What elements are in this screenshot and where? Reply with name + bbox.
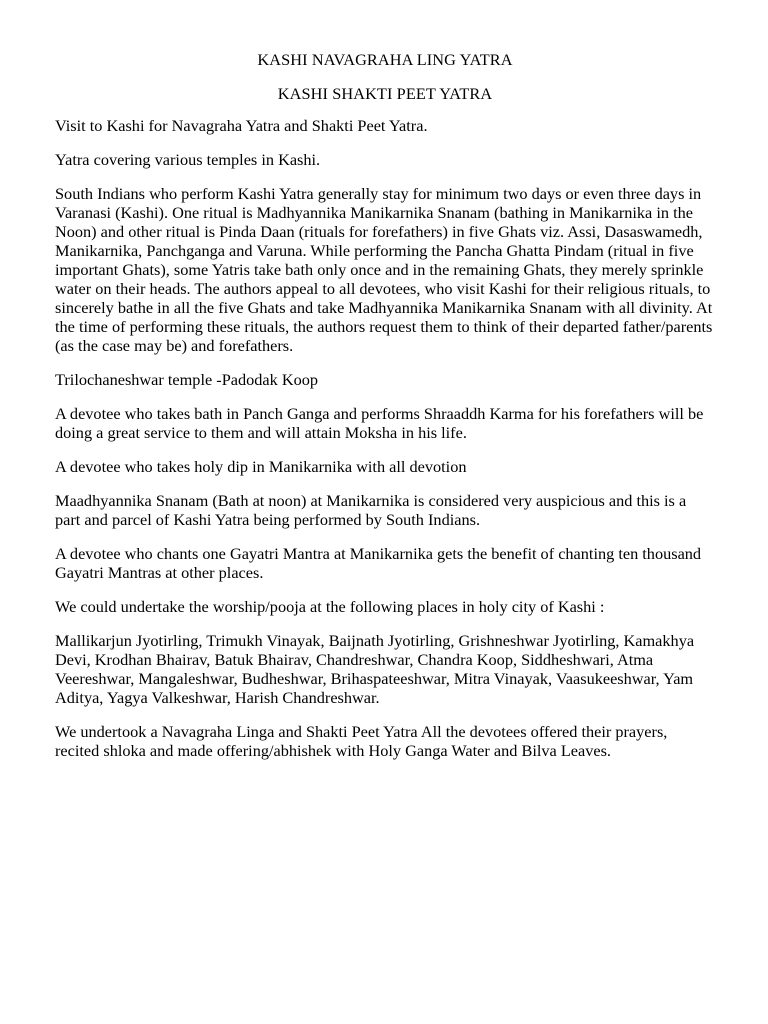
paragraph-trilochaneshwar: Trilochaneshwar temple -Padodak Koop xyxy=(55,370,319,389)
paragraph-intro: Visit to Kashi for Navagraha Yatra and Shakti Peet Yatra. xyxy=(55,116,428,135)
paragraph-panch-ganga: A devotee who takes bath in Panch Ganga and performs Shraaddh Karma for his forefathers will be doing a great service to them and will attain Moksha in his life. xyxy=(55,404,704,442)
paragraph-conclusion: We undertook a Navagraha Linga and Shakti Peet Yatra All the devotees offered their prayers, recited shloka and made offering/abhishek with Holy Ganga Water and Bilva Leaves. xyxy=(55,722,668,760)
document-subtitle: KASHI SHAKTI PEET YATRA xyxy=(277,84,493,103)
paragraph-gayatri: A devotee who chants one Gayatri Mantra at Manikarnika gets the benefit of chanting ten thousand Gayatri Mantras at other places. xyxy=(55,544,702,582)
paragraph-holy-dip: A devotee who takes holy dip in Manikarnika with all devotion xyxy=(55,457,467,476)
paragraph-maadhyannika: Maadhyannika Snanam (Bath at noon) at Manikarnika is considered very auspicious and this is a part and parcel of Kashi Yatra being performed by South Indians. xyxy=(55,491,687,529)
paragraph-temples: Yatra covering various temples in Kashi. xyxy=(55,150,321,169)
document-title: KASHI NAVAGRAHA LING YATRA xyxy=(257,50,513,69)
paragraph-worship-places-list: Mallikarjun Jyotirling, Trimukh Vinayak, Baijnath Jyotirling, Grishneshwar Jyotirling, Kamakhya Devi, Krodhan Bhairav, Batuk Bhairav, Chandreshwar, Chandra Koop, Siddheshwari, Atma Veereshwar, Mangaleshwar, Budheshwar, Brihaspateeshwar, Mitra Vinayak, Vaasukeeshwar, Yam Aditya, Yagya Valkeshwar, Harish Chandreshwar. xyxy=(55,631,695,707)
paragraph-worship-places-intro: We could undertake the worship/pooja at the following places in holy city of Kashi : xyxy=(55,597,605,616)
document-body xyxy=(55,50,715,775)
paragraph-rituals: South Indians who perform Kashi Yatra generally stay for minimum two days or even three days in Varanasi (Kashi). One ritual is Madhyannika Manikarnika Snanam (bathing in Manikarnika in the Noon) and other ritual is Pinda Daan (rituals for forefathers) in five Ghats viz. Assi, Dasaswamedh, Manikarnika, Panchganga and Varuna. While performing the Pancha Ghatta Pindam (ritual in five important Ghats), some Yatris take bath only once and in the remaining Ghats, they merely sprinkle water on their heads. The authors appeal to all devotees, who visit Kashi for their religious rituals, to sincerely bathe in all the five Ghats and take Madhyannika Manikarnika Snanam with all divinity. At the time of performing these rituals, the authors request them to think of their departed father/parents (as the case may be) and forefathers. xyxy=(55,184,713,355)
